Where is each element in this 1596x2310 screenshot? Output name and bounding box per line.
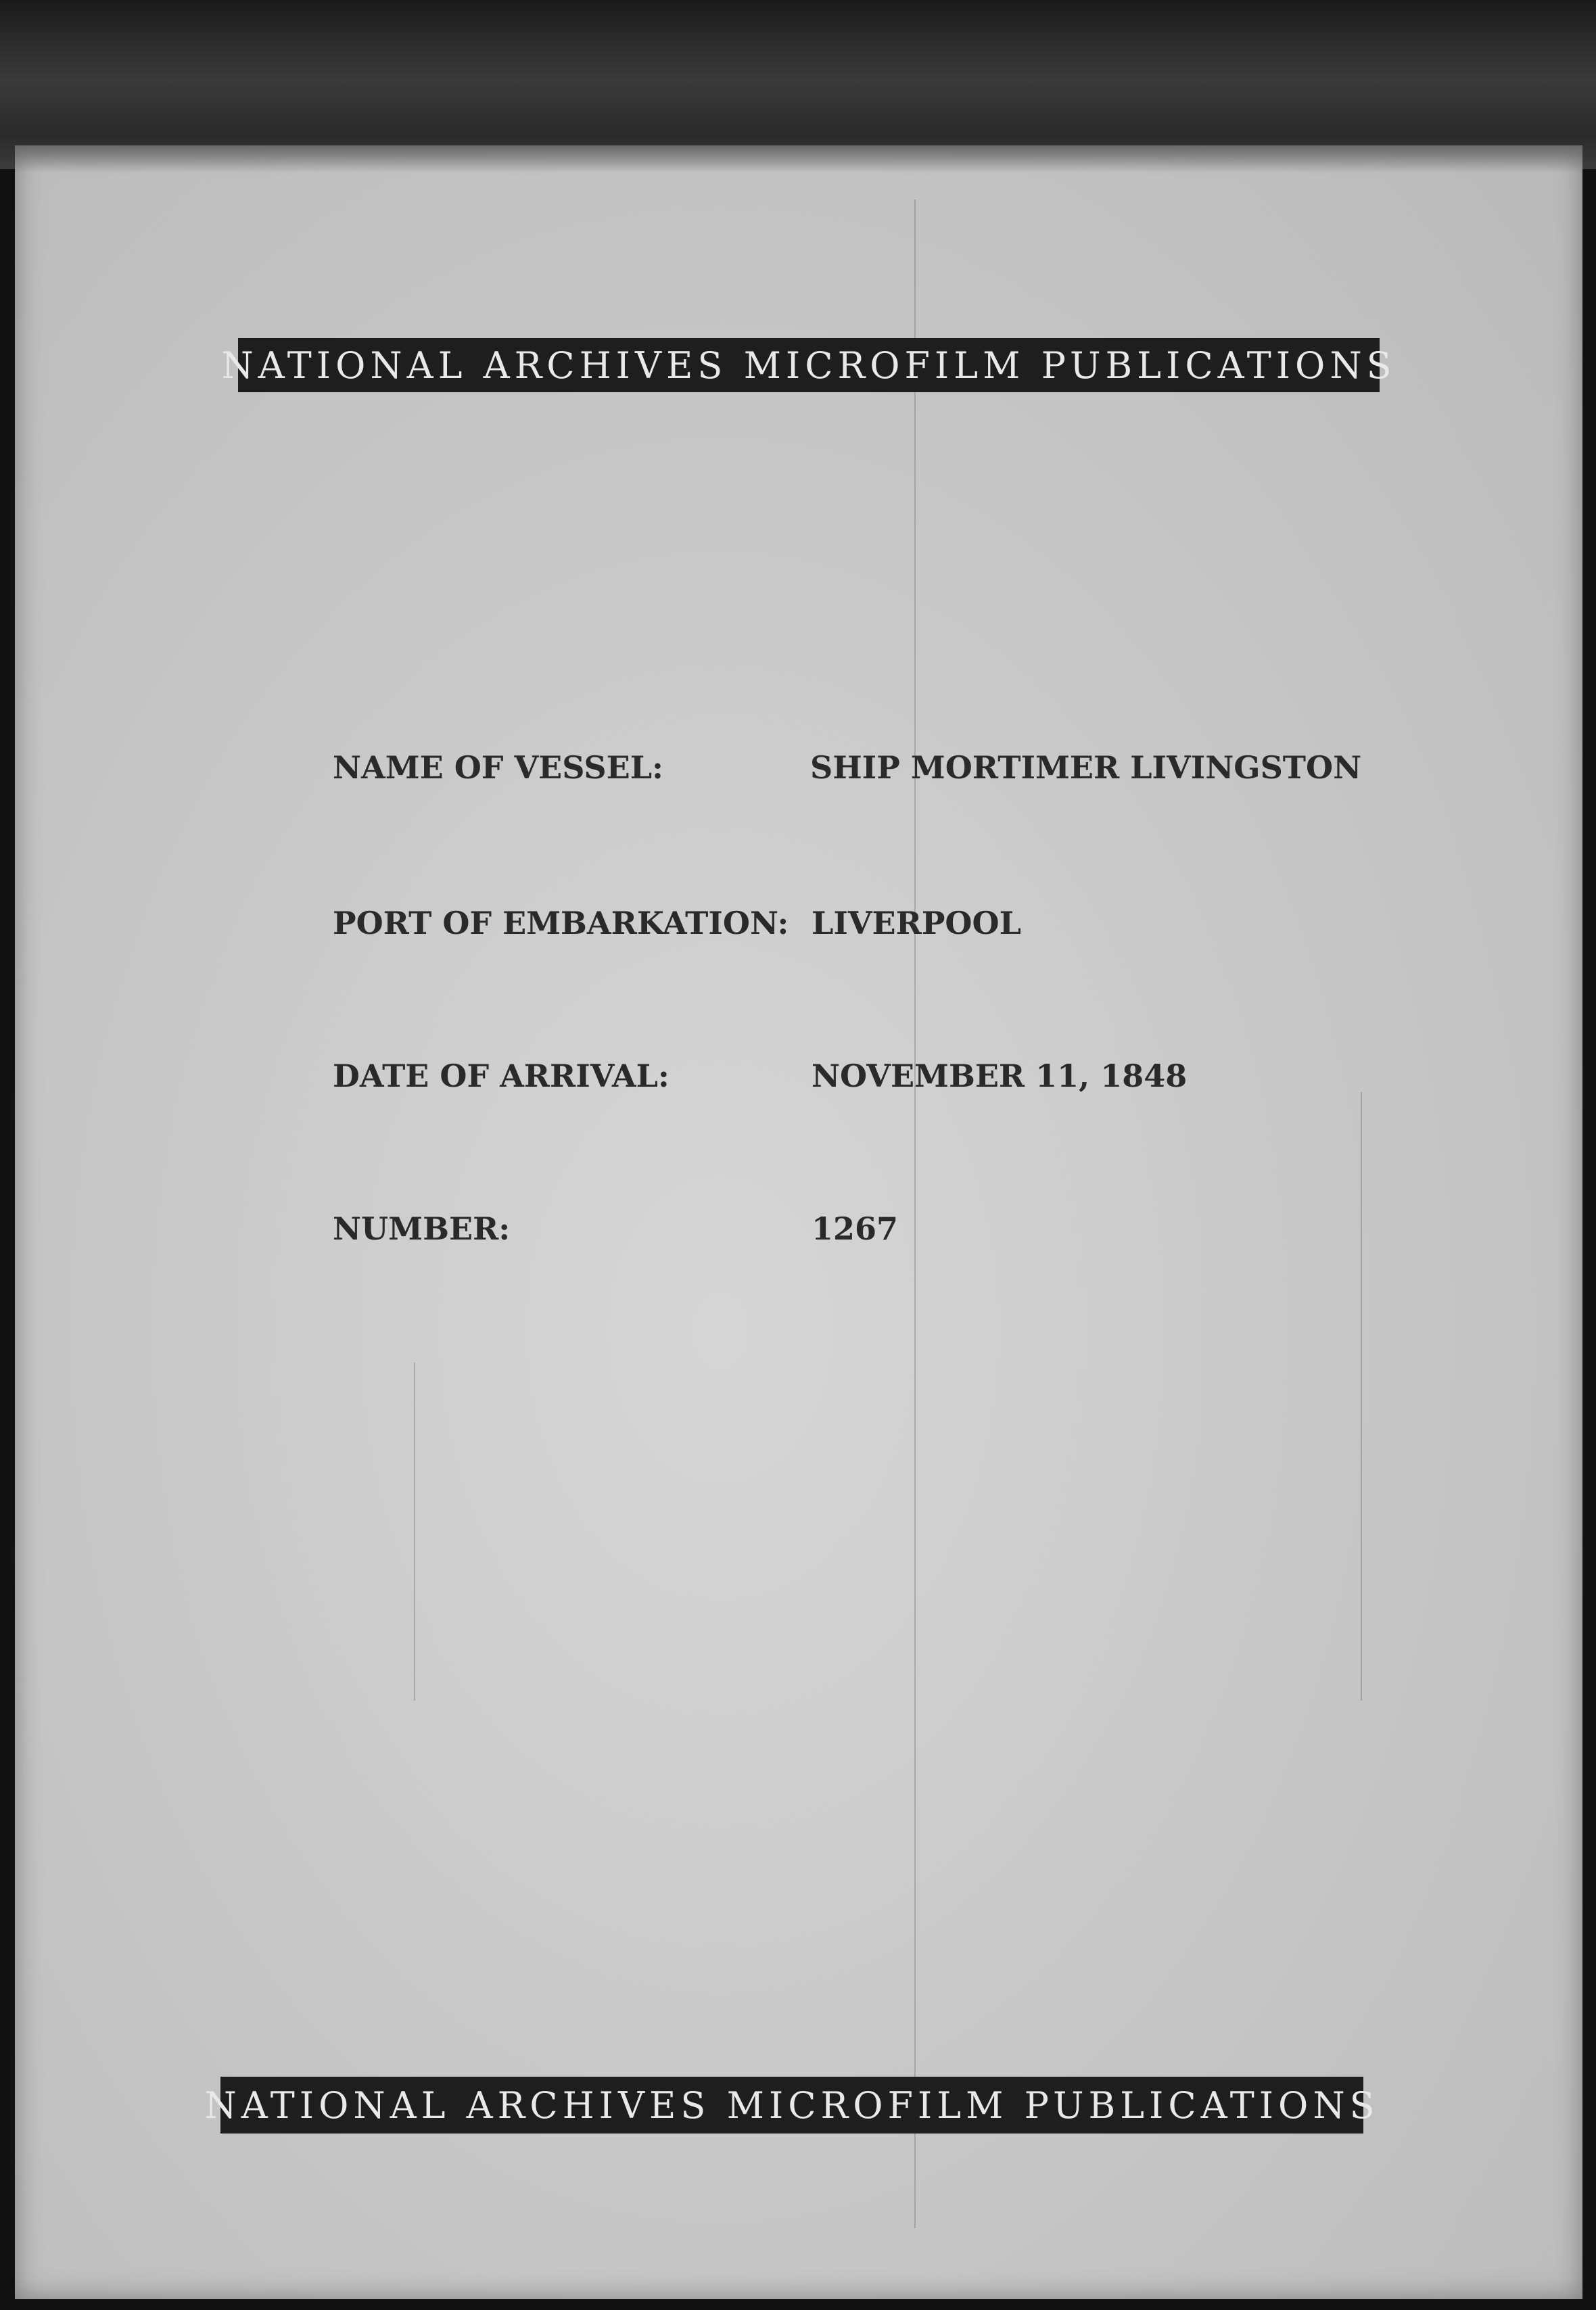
vessel-value: SHIP MORTIMER LIVINGSTON bbox=[810, 749, 1362, 786]
film-top-edge bbox=[0, 0, 1596, 169]
port-label: PORT OF EMBARKATION: bbox=[333, 905, 789, 941]
film-scratch bbox=[1361, 1092, 1362, 1701]
number-label: NUMBER: bbox=[333, 1210, 511, 1247]
vessel-label: NAME OF VESSEL: bbox=[333, 749, 664, 786]
arrival-date-label: DATE OF ARRIVAL: bbox=[333, 1058, 670, 1094]
film-scratch bbox=[414, 1363, 415, 1701]
arrival-date-value: NOVEMBER 11, 1848 bbox=[812, 1058, 1188, 1094]
footer-banner: NATIONAL ARCHIVES MICROFILM PUBLICATIONS bbox=[220, 2077, 1363, 2134]
header-banner: NATIONAL ARCHIVES MICROFILM PUBLICATIONS bbox=[238, 338, 1380, 392]
number-value: 1267 bbox=[812, 1210, 899, 1247]
target-sheet bbox=[15, 145, 1582, 2299]
film-scratch bbox=[914, 199, 916, 2228]
port-value: LIVERPOOL bbox=[812, 905, 1021, 941]
